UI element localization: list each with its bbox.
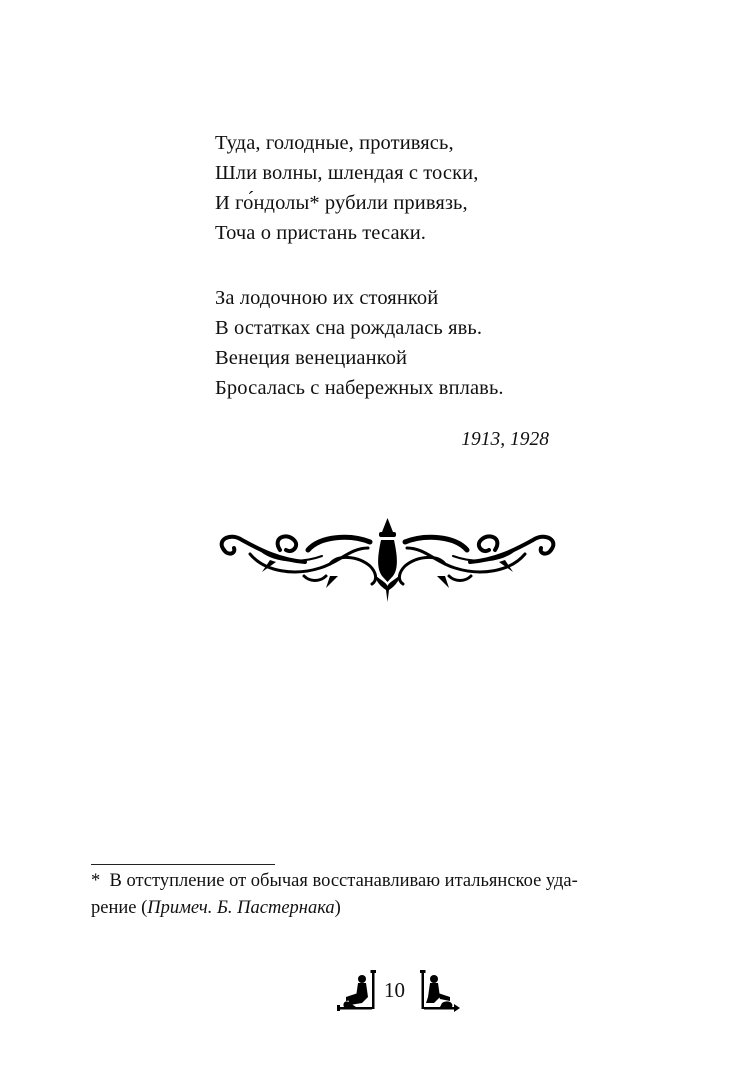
footnote-divider (91, 864, 275, 865)
poem-stanza-1 (215, 128, 478, 248)
reading-figure-left-icon (336, 967, 378, 1013)
footnote-line-1 (91, 868, 671, 895)
poem-line: Бросалась с набережных вплавь. (215, 377, 504, 399)
poem-line: Точа о пристань тесаки. (215, 222, 427, 244)
poem-line: В остатках сна рождалась явь. (215, 317, 483, 339)
poem-line: Туда, голодные, противясь, (215, 132, 454, 154)
poem-date: 1913, 1928 (461, 429, 549, 450)
footnote-marker: * (91, 871, 101, 891)
poem-line: За лодочною их стоянкой (215, 287, 439, 309)
footnote-text: рение ( (91, 898, 148, 918)
poem-line: Венеция венецианкой (215, 347, 408, 369)
poem-line: И го́ндолы* рубили привязь, (215, 192, 468, 214)
footnote-text: В отступление от обычая восстанавливаю итальянское уда- (109, 871, 578, 891)
footnote-line-2 (91, 895, 671, 922)
footnote-attribution: Примеч. Б. Пастернака (147, 898, 335, 918)
footnote-text: ) (334, 898, 341, 918)
page-number-block (336, 967, 466, 1015)
footnote (91, 868, 671, 922)
poem-stanza-2 (215, 283, 504, 403)
floral-scroll-divider-icon (210, 510, 565, 605)
reading-figure-right-icon (418, 967, 460, 1013)
poem-line: Шли волны, шлендая с тоски, (215, 162, 479, 184)
page-number: 10 (384, 978, 405, 1002)
